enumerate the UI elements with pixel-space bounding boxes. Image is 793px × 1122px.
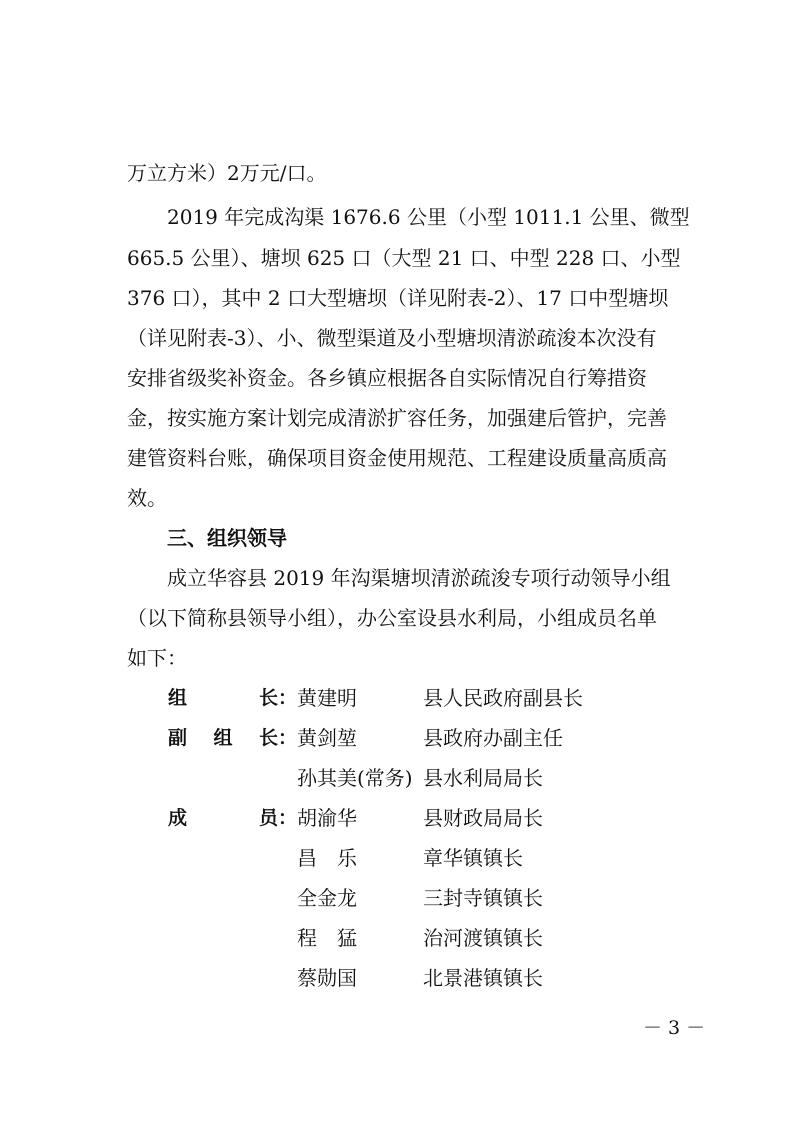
roster-label-members <box>168 806 298 830</box>
paragraph-line: 效。 <box>127 486 167 510</box>
paragraph-line: 万立方米）2万元/口。 <box>127 161 327 185</box>
roster-label-deputy-leader <box>168 726 298 750</box>
member-role: 县财政局局长 <box>423 806 543 830</box>
paragraph-line: 安排省级奖补资金。各乡镇应根据各自实际情况自行筹措资 <box>127 366 647 390</box>
paragraph-line: 665.5 公里）、塘坝 625 口（大型 21 口、中型 228 口、小型 <box>127 246 681 270</box>
member-name: 全金龙 <box>297 886 357 910</box>
label-char: 长 <box>258 727 278 749</box>
member-role: 三封寺镇镇长 <box>423 886 543 910</box>
member-role: 北景港镇镇长 <box>423 966 543 990</box>
member-name: 程 猛 <box>297 926 357 950</box>
paragraph-line: 金，按实施方案计划完成清淤扩容任务，加强建后管护，完善 <box>127 406 667 430</box>
label-char: 组 <box>213 727 233 749</box>
paragraph-line: 成立华容县 2019 年沟渠塘坝清淤疏浚专项行动领导小组 <box>167 566 671 590</box>
member-role: 章华镇镇长 <box>423 846 523 870</box>
paragraph-line: 建管资料台账，确保项目资金使用规范、工程建设质量高质高 <box>127 446 667 470</box>
member-name: 孙其美(常务) <box>297 766 413 790</box>
paragraph-line: 2019 年完成沟渠 1676.6 公里（小型 1011.1 公里、微型 <box>167 205 690 229</box>
section-heading: 三、组织领导 <box>167 526 287 550</box>
member-role: 治河渡镇镇长 <box>423 926 543 950</box>
label-char: 长 <box>258 687 278 709</box>
member-role: 县人民政府副县长 <box>423 686 583 710</box>
paragraph-line: 如下： <box>127 646 187 670</box>
member-name: 黄剑堃 <box>297 726 357 750</box>
member-name: 昌 乐 <box>297 846 357 870</box>
label-colon: ： <box>278 727 298 749</box>
member-name: 蔡勋国 <box>297 966 357 990</box>
member-name: 胡渝华 <box>297 806 357 830</box>
member-name: 黄建明 <box>297 686 357 710</box>
label-char: 成 <box>168 807 188 829</box>
paragraph-line: （以下简称县领导小组），办公室设县水利局，小组成员名单 <box>127 606 657 630</box>
label-char: 组 <box>168 687 188 709</box>
paragraph-line: 376 口），其中 2 口大型塘坝（详见附表-2）、17 口中型塘坝 <box>127 286 669 310</box>
paragraph-line: （详见附表-3）、小、微型渠道及小型塘坝清淤疏浚本次没有 <box>127 326 657 350</box>
page-number: － 3 － <box>643 1017 706 1039</box>
roster-label-leader <box>168 686 298 710</box>
member-role: 县水利局局长 <box>423 766 543 790</box>
label-colon: ： <box>278 807 298 829</box>
member-role: 县政府办副主任 <box>423 726 563 750</box>
label-colon: ： <box>278 687 298 709</box>
label-char: 员 <box>258 807 278 829</box>
label-char: 副 <box>168 727 188 749</box>
